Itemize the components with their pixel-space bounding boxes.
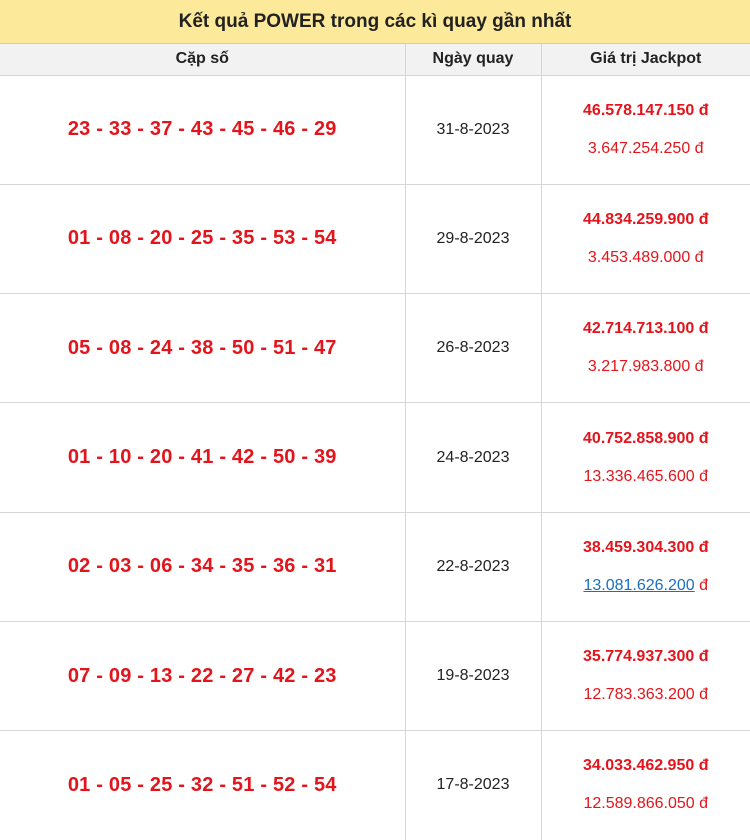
jackpot-cell [541,75,750,184]
table-row [0,621,750,730]
draw-date: 31-8-2023 [405,75,541,184]
jackpot-1-value: 46.578.147.150 đ [583,101,709,119]
jackpot-2-value [588,138,704,160]
jackpot-1-value: 34.033.462.950 đ [583,757,709,775]
jackpot-cell [541,403,750,512]
winning-numbers: 01 - 10 - 20 - 41 - 42 - 50 - 39 [0,403,405,512]
jackpot-2-unit: đ [690,248,704,266]
jackpot-2-amount: 12.589.866.050 [583,795,695,813]
winning-numbers: 23 - 33 - 37 - 43 - 45 - 46 - 29 [0,75,405,184]
table-row [0,403,750,512]
column-header-numbers: Cặp số [0,44,405,75]
jackpot-2-amount: 12.783.363.200 [583,686,695,704]
table-header-row [0,44,750,75]
jackpot-2-value [583,793,708,815]
draw-date: 22-8-2023 [405,512,541,621]
column-header-jackpot: Giá trị Jackpot [541,44,750,75]
jackpot-2-link[interactable]: 13.081.626.200 [583,576,695,594]
draw-date: 19-8-2023 [405,621,541,730]
jackpot-2-value [588,356,704,378]
jackpot-2-unit: đ [690,358,704,376]
jackpot-2-unit: đ [694,686,709,704]
winning-numbers: 05 - 08 - 24 - 38 - 50 - 51 - 47 [0,294,405,403]
jackpot-1-value: 40.752.858.900 đ [583,429,709,447]
winning-numbers: 07 - 09 - 13 - 22 - 27 - 42 - 23 [0,621,405,730]
jackpot-2-amount: 3.453.489.000 [587,248,691,266]
draw-date: 24-8-2023 [405,403,541,512]
jackpot-1-value: 38.459.304.300 đ [583,538,709,556]
jackpot-2-value [583,684,708,706]
table-row [0,75,750,184]
winning-numbers: 01 - 05 - 25 - 32 - 51 - 52 - 54 [0,731,405,840]
jackpot-2-amount: 13.336.465.600 [583,467,695,485]
jackpot-cell [541,621,750,730]
table-row [0,512,750,621]
jackpot-1-value: 44.834.259.900 đ [583,210,709,228]
draw-date: 29-8-2023 [405,184,541,293]
results-table [0,44,750,840]
jackpot-cell [541,731,750,840]
table-row [0,731,750,840]
jackpot-2-value [583,575,708,597]
jackpot-2-value [583,466,708,488]
draw-date: 17-8-2023 [405,731,541,840]
page-title: Kết quả POWER trong các kì quay gần nhất [0,0,750,44]
column-header-date: Ngày quay [405,44,541,75]
draw-date: 26-8-2023 [405,294,541,403]
jackpot-2-unit: đ [694,795,709,813]
winning-numbers: 02 - 03 - 06 - 34 - 35 - 36 - 31 [0,512,405,621]
jackpot-cell [541,294,750,403]
jackpot-2-amount: 3.217.983.800 [587,358,691,376]
winning-numbers: 01 - 08 - 20 - 25 - 35 - 53 - 54 [0,184,405,293]
jackpot-2-unit: đ [694,467,709,485]
jackpot-2-unit: đ [694,576,709,594]
jackpot-2-value [588,247,704,269]
jackpot-1-value: 35.774.937.300 đ [583,648,709,666]
jackpot-2-amount: 3.647.254.250 [587,139,691,157]
jackpot-cell [541,184,750,293]
jackpot-cell [541,512,750,621]
jackpot-2-unit: đ [690,139,704,157]
table-row [0,294,750,403]
jackpot-1-value: 42.714.713.100 đ [583,320,709,338]
table-row [0,184,750,293]
